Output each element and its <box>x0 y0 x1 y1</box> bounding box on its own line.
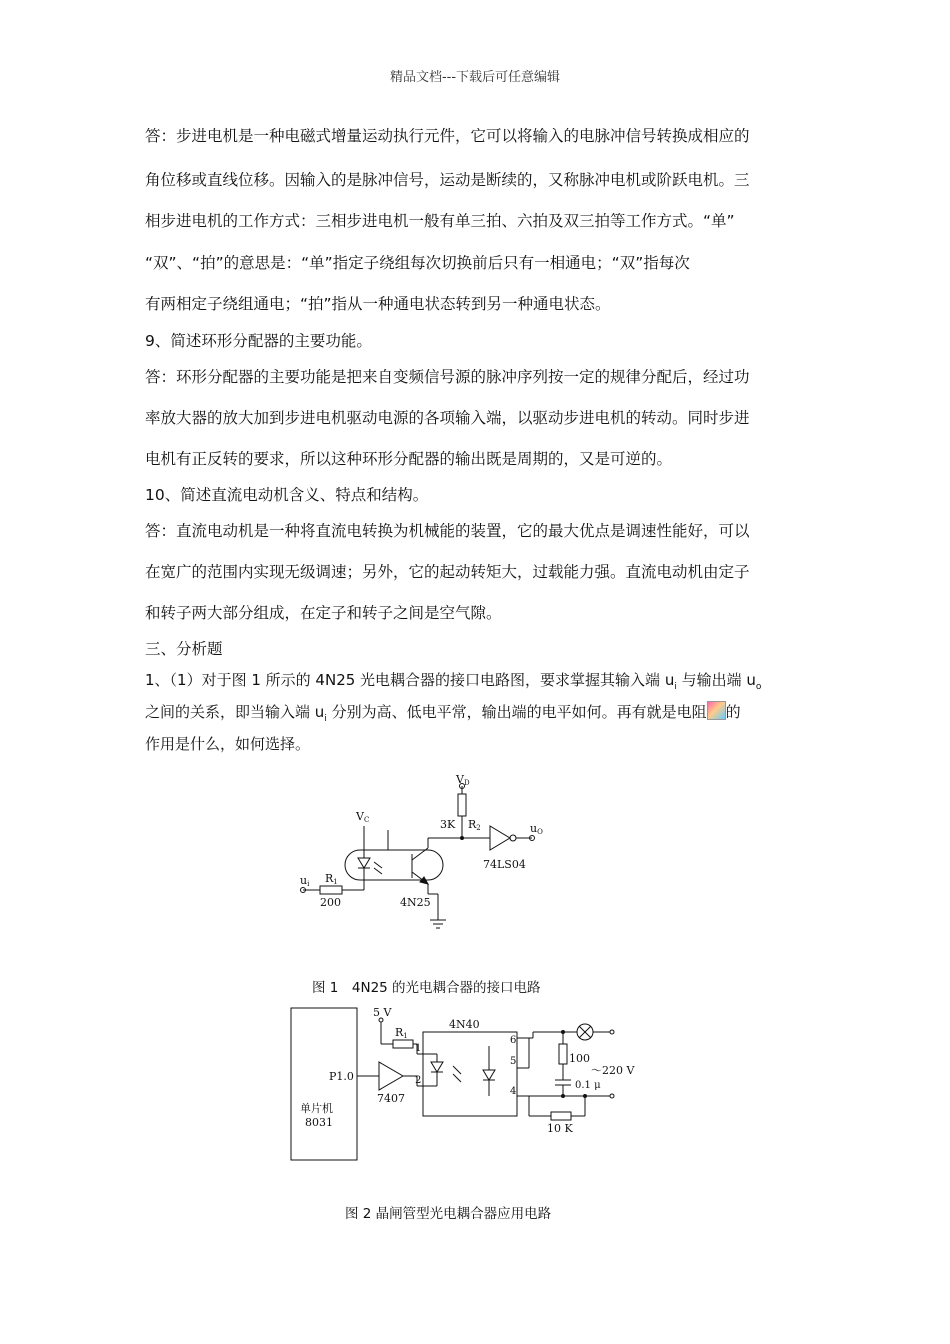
fig2-pin-5: 5 <box>510 1056 517 1067</box>
fig2-pin-1: 1 <box>415 1043 422 1054</box>
fig2-buffer-label: 7407 <box>377 1092 405 1105</box>
answer-9-line-2: 率放大器的放大加到步进电机驱动电源的各项输入端，以驱动步进电机的转动。同时步进 <box>145 409 750 427</box>
answer-line-1: 答：步进电机是一种电磁式增量运动执行元件，它可以将输入的电脉冲信号转换成相应的 <box>145 127 750 145</box>
answer-line-4: “双”、“拍”的意思是：“单”指定子绕组每次切换前后只有一相通电；“双”指每次 <box>145 254 690 272</box>
fig2-mcu-label-2: 8031 <box>305 1116 333 1129</box>
figure-2-circuit <box>285 1004 645 1164</box>
fig2-ac-label: ～220 V <box>591 1064 635 1077</box>
analysis-line-2: 之间的关系，即当输入端 $u_i$ 分别为高、低电平常，输出端的电平如何。再有就是电阻 的 <box>145 703 741 724</box>
section-heading: 三、分析题 <box>145 640 223 658</box>
question-10: 10、简述直流电动机含义、特点和结构。 <box>145 486 429 504</box>
fig1-vd-label: VD <box>456 773 470 787</box>
answer-9-line-1: 答：环形分配器的主要功能是把来自变频信号源的脉冲序列按一定的规律分配后，经过功 <box>145 368 750 386</box>
fig2-r10k-label: 10 K <box>547 1122 573 1135</box>
resistor-image-icon <box>707 701 726 720</box>
fig2-supply-label: 5 V <box>373 1006 392 1019</box>
question-9: 9、简述环形分配器的主要功能。 <box>145 332 372 350</box>
fig2-pin-2: 2 <box>415 1075 422 1086</box>
fig1-uo-label: uO <box>530 822 543 836</box>
answer-line-5: 有两相定子绕组通电；“拍”指从一种通电状态转到另一种通电状态。 <box>145 295 611 313</box>
fig2-mcu-label-1: 单片机 <box>300 1102 333 1115</box>
fig2-pin-6: 6 <box>510 1035 517 1046</box>
fig1-r1-value: 200 <box>320 896 341 909</box>
fig1-ui-label: ui <box>300 874 310 888</box>
answer-10-line-2: 在宽广的范围内实现无级调速；另外，它的起动转矩大，过载能力强。直流电动机由定子 <box>145 563 750 581</box>
fig2-chip-label: 4N40 <box>449 1018 480 1031</box>
analysis-line-1: 1、（1）对于图 1 所示的 4N25 光电耦合器的接口电路图，要求掌握其输入端 $u_i$ 与输出端 $u_o$ <box>145 671 762 692</box>
figure-2-caption: 图 2 晶闸管型光电耦合器应用电路 <box>345 1206 552 1222</box>
page-header: 精品文档---下载后可任意编辑 <box>389 70 561 85</box>
fig1-r1-label: R1 <box>325 872 338 886</box>
fig1-vc-label: VC <box>356 810 370 824</box>
fig2-r100-label: 100 <box>569 1052 590 1065</box>
fig2-cap-label: 0.1 μ <box>575 1080 601 1091</box>
analysis-line-3: 作用是什么，如何选择。 <box>145 735 311 753</box>
fig1-chip-label: 4N25 <box>400 896 431 909</box>
fig1-r2-value: 3K <box>440 818 456 831</box>
fig1-gate-label: 74LS04 <box>483 858 526 871</box>
fig2-pin-4: 4 <box>510 1086 517 1097</box>
figure-1-caption: 图 1 4N25 的光电耦合器的接口电路 <box>312 980 541 996</box>
fig2-r1-label: R1 <box>395 1026 408 1040</box>
fig1-r2-label: R2 <box>468 818 481 832</box>
answer-line-3: 相步进电机的工作方式：三相步进电机一般有单三拍、六拍及双三拍等工作方式。“单” <box>145 212 735 230</box>
fig2-port-label: P1.0 <box>329 1070 354 1083</box>
answer-line-2: 角位移或直线位移。因输入的是脉冲信号，运动是断续的，又称脉冲电机或阶跃电机。三 <box>145 171 750 189</box>
figure-1-circuit <box>290 770 560 940</box>
answer-9-line-3: 电机有正反转的要求，所以这种环形分配器的输出既是周期的，又是可逆的。 <box>145 450 673 468</box>
answer-10-line-1: 答：直流电动机是一种将直流电转换为机械能的装置，它的最大优点是调速性能好，可以 <box>145 522 750 540</box>
answer-10-line-3: 和转子两大部分组成，在定子和转子之间是空气隙。 <box>145 604 502 622</box>
